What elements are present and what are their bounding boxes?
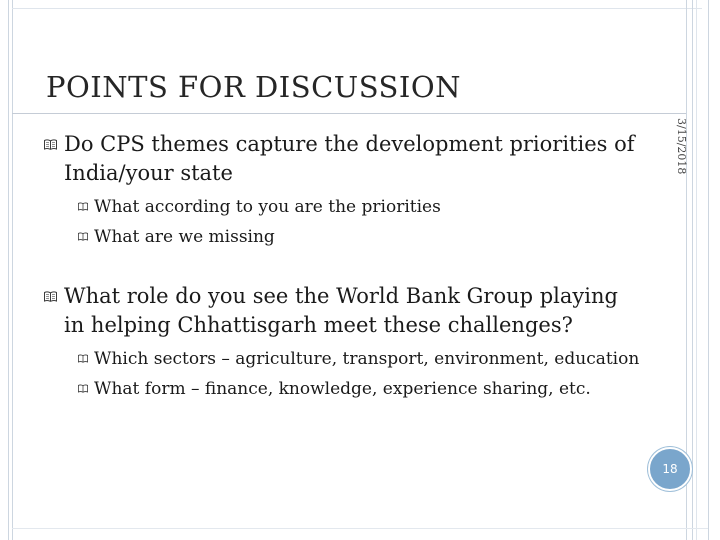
frame-line-left-outer: [8, 0, 9, 540]
sub-point-2-1: [78, 348, 644, 370]
sub-point-2-2: [78, 378, 644, 400]
spacer: [44, 256, 644, 282]
bullet-point-1: [44, 130, 644, 188]
page-number-badge: 18: [648, 447, 692, 491]
sub-list-1: [78, 196, 644, 248]
bullet-point-1-text: Do CPS themes capture the development priorities of India/your state: [64, 132, 635, 185]
bullet-content: [44, 130, 644, 408]
book-bullet-icon: [78, 384, 88, 393]
sub-point-2-2-text: What form – finance, knowledge, experience sharing, etc.: [94, 379, 591, 399]
frame-line-top: [12, 8, 702, 9]
frame-line-bottom: [12, 528, 708, 529]
frame-line-left-inner: [12, 0, 13, 540]
title-underline: [12, 113, 686, 114]
book-bullet-icon: [78, 232, 88, 241]
book-bullet-icon: [78, 202, 88, 211]
sub-point-1-2-text: What are we missing: [94, 227, 275, 247]
frame-line-right-4: [708, 0, 709, 540]
sub-point-2-1-text: Which sectors – agriculture, transport, environment, education: [94, 349, 640, 369]
slide-date: 3/15/2018: [675, 118, 688, 175]
sub-point-1-2: [78, 226, 644, 248]
frame-line-right-3: [696, 0, 697, 540]
bullet-point-2: [44, 282, 644, 340]
book-bullet-icon: [78, 354, 88, 363]
book-bullet-icon: [44, 139, 57, 150]
sub-point-1-1: [78, 196, 644, 218]
book-bullet-icon: [44, 291, 57, 302]
sub-point-1-1-text: What according to you are the priorities: [94, 197, 441, 217]
sub-list-2: [78, 348, 644, 400]
frame-line-right-2: [692, 0, 693, 540]
slide-title: POINTS FOR DISCUSSION: [46, 70, 462, 104]
bullet-point-2-text: What role do you see the World Bank Group playing in helping Chhattisgarh meet these challenges?: [64, 284, 618, 337]
